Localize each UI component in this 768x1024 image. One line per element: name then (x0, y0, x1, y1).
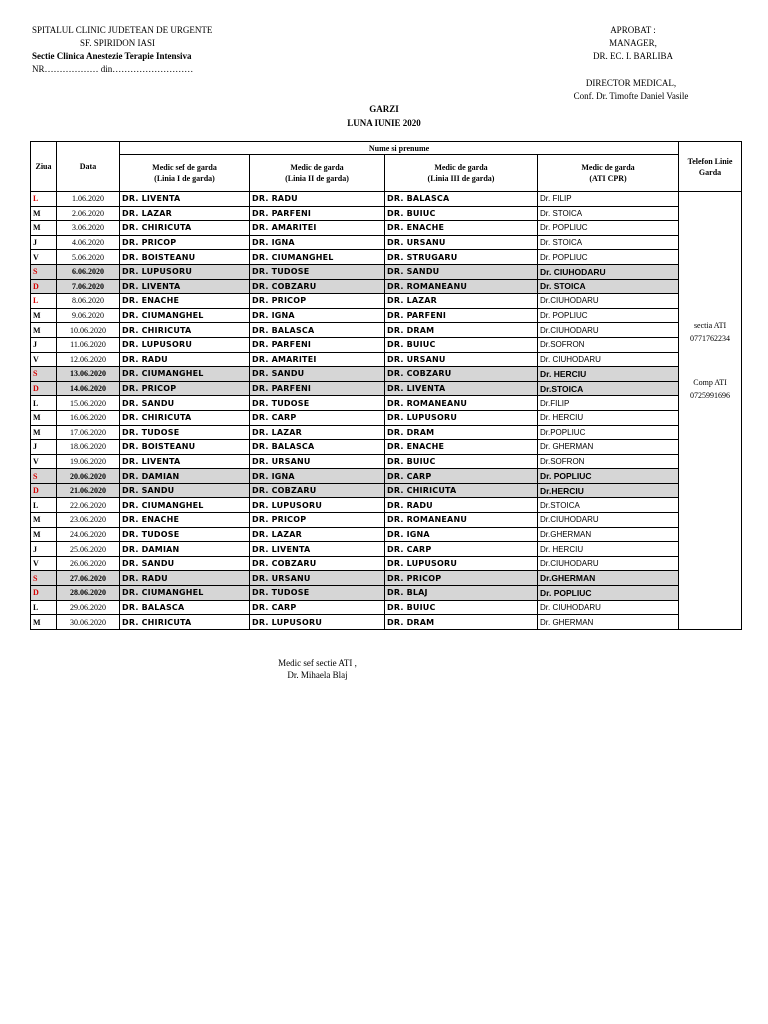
line3-doctor-cell: DR. BUIUC (385, 600, 538, 615)
signature-name: Dr. Mihaela Blaj (287, 670, 348, 680)
ati-doctor-cell: Dr. CIUHODARU (538, 600, 679, 615)
table-row (31, 527, 742, 542)
table-row (31, 279, 742, 294)
line3-doctor-cell: DR. BUIUC (385, 206, 538, 221)
line3-doctor-cell: DR. ROMANEANU (385, 396, 538, 411)
date-cell: 13.06.2020 (57, 367, 120, 382)
line3-doctor-cell: DR. STRUGARU (385, 250, 538, 265)
line3-doctor-cell: DR. LUPUSORU (385, 556, 538, 571)
table-row (31, 221, 742, 236)
ati-doctor-cell: Dr.STOICA (538, 498, 679, 513)
line1-doctor-cell: DR. LIVENTA (120, 279, 250, 294)
line3-doctor-cell: DR. PRICOP (385, 571, 538, 586)
line3-doctor-cell: DR. IGNA (385, 527, 538, 542)
line2-doctor-cell: DR. URSANU (250, 571, 385, 586)
table-row (31, 586, 742, 601)
ati-doctor-cell: Dr.CIUHODARU (538, 294, 679, 309)
line2-doctor-cell: DR. TUDOSE (250, 396, 385, 411)
ati-doctor-cell: Dr. STOICA (538, 235, 679, 250)
date-cell: 16.06.2020 (57, 410, 120, 425)
table-row (31, 308, 742, 323)
day-cell: L (31, 192, 57, 207)
line1-doctor-cell: DR. DAMIAN (120, 469, 250, 484)
ati-doctor-cell: Dr.HERCIU (538, 483, 679, 498)
col-header-ati (538, 155, 679, 192)
date-cell: 18.06.2020 (57, 440, 120, 455)
ati-doctor-cell: Dr. POPLIUC (538, 308, 679, 323)
date-cell: 24.06.2020 (57, 527, 120, 542)
col-header-date: Data (57, 142, 120, 192)
day-cell: D (31, 381, 57, 396)
line3-doctor-cell: DR. DRAM (385, 615, 538, 630)
page-subtitle: LUNA IUNIE 2020 (347, 118, 421, 128)
schedule-body (31, 192, 742, 630)
ati-doctor-cell: Dr.GHERMAN (538, 571, 679, 586)
phone-number-ati[interactable]: 0771762234 (690, 334, 731, 343)
table-row (31, 235, 742, 250)
line1-doctor-cell: DR. PRICOP (120, 235, 250, 250)
approval-block (558, 24, 708, 63)
line2-doctor-cell: DR. COBZARU (250, 556, 385, 571)
day-cell: V (31, 250, 57, 265)
registration-number: NR……………… din……………………… (32, 64, 194, 74)
line3-doctor-cell: DR. URSANU (385, 235, 538, 250)
ati-doctor-cell: Dr.CIUHODARU (538, 556, 679, 571)
day-cell: M (31, 410, 57, 425)
line1-doctor-cell: DR. CHIRICUTA (120, 323, 250, 338)
day-cell: V (31, 352, 57, 367)
line3-doctor-cell: DR. LAZAR (385, 294, 538, 309)
department-name: Sectie Clinica Anestezie Terapie Intensiva (32, 51, 192, 61)
line2-doctor-cell: DR. BALASCA (250, 440, 385, 455)
table-row (31, 483, 742, 498)
col-header-day: Ziua (31, 142, 57, 192)
line2-doctor-cell: DR. TUDOSE (250, 586, 385, 601)
director-name: Conf. Dr. Timofte Daniel Vasile (573, 91, 689, 101)
manager-label: MANAGER, (609, 38, 657, 48)
line2-doctor-cell: DR. LUPUSORU (250, 498, 385, 513)
day-cell: S (31, 367, 57, 382)
day-cell: J (31, 235, 57, 250)
ati-doctor-cell: Dr.POPLIUC (538, 425, 679, 440)
date-cell: 1.06.2020 (57, 192, 120, 207)
line2-doctor-cell: DR. AMARITEI (250, 352, 385, 367)
manager-name: DR. EC. I. BARLIBA (592, 51, 673, 61)
ati-doctor-cell: Dr. POPLIUC (538, 586, 679, 601)
line1-doctor-cell: DR. CIUMANGHEL (120, 586, 250, 601)
date-cell: 26.06.2020 (57, 556, 120, 571)
line2-doctor-cell: DR. LUPUSORU (250, 615, 385, 630)
line1-doctor-cell: DR. BALASCA (120, 600, 250, 615)
line2-doctor-cell: DR. PARFENI (250, 381, 385, 396)
line1-doctor-cell: DR. LUPUSORU (120, 264, 250, 279)
signature-role: Medic sef sectie ATI , (278, 658, 357, 668)
line1-doctor-cell: DR. RADU (120, 571, 250, 586)
ati-doctor-cell: Dr.SOFRON (538, 337, 679, 352)
day-cell: M (31, 425, 57, 440)
date-cell: 17.06.2020 (57, 425, 120, 440)
ati-doctor-cell: Dr.CIUHODARU (538, 513, 679, 528)
phone-cell (679, 192, 742, 630)
col-header-line2-sub: (Linia II de garda) (285, 174, 349, 183)
page-title: GARZI (369, 104, 399, 114)
line3-doctor-cell: DR. ROMANEANU (385, 513, 538, 528)
table-row (31, 192, 742, 207)
line3-doctor-cell: DR. BALASCA (385, 192, 538, 207)
col-header-phone (679, 142, 742, 192)
day-cell: M (31, 527, 57, 542)
ati-doctor-cell: Dr. GHERMAN (538, 615, 679, 630)
ati-doctor-cell: Dr. GHERMAN (538, 440, 679, 455)
ati-doctor-cell: Dr.SOFRON (538, 454, 679, 469)
line2-doctor-cell: DR. LAZAR (250, 425, 385, 440)
director-label: DIRECTOR MEDICAL, (585, 78, 677, 88)
phone-number-comp-ati[interactable]: 0725991696 (690, 391, 731, 400)
line2-doctor-cell: DR. PARFENI (250, 337, 385, 352)
ati-doctor-cell: Dr. HERCIU (538, 367, 679, 382)
col-header-line3-title: Medic de garda (434, 163, 488, 172)
line2-doctor-cell: DR. PARFENI (250, 206, 385, 221)
hospital-name: SPITALUL CLINIC JUDETEAN DE URGENTE (32, 25, 213, 35)
line2-doctor-cell: DR. PRICOP (250, 294, 385, 309)
line2-doctor-cell: DR. IGNA (250, 235, 385, 250)
table-row (31, 440, 742, 455)
line3-doctor-cell: DR. BUIUC (385, 337, 538, 352)
line1-doctor-cell: DR. CIUMANGHEL (120, 498, 250, 513)
table-row (31, 367, 742, 382)
date-cell: 14.06.2020 (57, 381, 120, 396)
line1-doctor-cell: DR. LIVENTA (120, 192, 250, 207)
table-row (31, 571, 742, 586)
line3-doctor-cell: DR. LIVENTA (385, 381, 538, 396)
line1-doctor-cell: DR. SANDU (120, 556, 250, 571)
table-row (31, 250, 742, 265)
line2-doctor-cell: DR. PRICOP (250, 513, 385, 528)
day-cell: D (31, 279, 57, 294)
col-header-line3-sub: (Linia III de garda) (427, 174, 495, 183)
date-cell: 30.06.2020 (57, 615, 120, 630)
date-cell: 25.06.2020 (57, 542, 120, 557)
line2-doctor-cell: DR. CARP (250, 600, 385, 615)
line2-doctor-cell: DR. LIVENTA (250, 542, 385, 557)
line2-doctor-cell: DR. IGNA (250, 308, 385, 323)
ati-doctor-cell: Dr. POPLIUC (538, 250, 679, 265)
date-cell: 29.06.2020 (57, 600, 120, 615)
line3-doctor-cell: DR. DRAM (385, 425, 538, 440)
day-cell: D (31, 586, 57, 601)
line1-doctor-cell: DR. CIUMANGHEL (120, 308, 250, 323)
line1-doctor-cell: DR. SANDU (120, 396, 250, 411)
line1-doctor-cell: DR. PRICOP (120, 381, 250, 396)
line2-doctor-cell: DR. LAZAR (250, 527, 385, 542)
ati-doctor-cell: Dr. CIUHODARU (538, 264, 679, 279)
col-group-header-names: Nume si prenume (120, 142, 679, 155)
table-row (31, 264, 742, 279)
table-row (31, 294, 742, 309)
table-row (31, 556, 742, 571)
date-cell: 4.06.2020 (57, 235, 120, 250)
line1-doctor-cell: DR. CHIRICUTA (120, 221, 250, 236)
ati-doctor-cell: Dr.CIUHODARU (538, 323, 679, 338)
col-header-ati-sub: (ATI CPR) (589, 174, 627, 183)
day-cell: J (31, 337, 57, 352)
line2-doctor-cell: DR. TUDOSE (250, 264, 385, 279)
date-cell: 7.06.2020 (57, 279, 120, 294)
col-header-line2 (250, 155, 385, 192)
day-cell: V (31, 556, 57, 571)
day-cell: L (31, 396, 57, 411)
phone-label-comp-ati: Comp ATI (693, 378, 727, 387)
table-row (31, 381, 742, 396)
date-cell: 23.06.2020 (57, 513, 120, 528)
line2-doctor-cell: DR. BALASCA (250, 323, 385, 338)
day-cell: V (31, 454, 57, 469)
line3-doctor-cell: DR. ROMANEANU (385, 279, 538, 294)
col-header-phone-label: Telefon Linie Garda (687, 156, 733, 177)
line2-doctor-cell: DR. SANDU (250, 367, 385, 382)
day-cell: M (31, 615, 57, 630)
table-row (31, 323, 742, 338)
table-row (31, 396, 742, 411)
line1-doctor-cell: DR. LIVENTA (120, 454, 250, 469)
table-row (31, 513, 742, 528)
ati-doctor-cell: Dr.GHERMAN (538, 527, 679, 542)
line1-doctor-cell: DR. SANDU (120, 483, 250, 498)
date-cell: 19.06.2020 (57, 454, 120, 469)
col-header-line3 (385, 155, 538, 192)
table-row (31, 615, 742, 630)
day-cell: L (31, 600, 57, 615)
signature-block (250, 657, 385, 681)
line1-doctor-cell: DR. TUDOSE (120, 527, 250, 542)
line1-doctor-cell: DR. RADU (120, 352, 250, 367)
col-header-line1-sub: (Linia I de garda) (154, 174, 215, 183)
line3-doctor-cell: DR. ENACHE (385, 440, 538, 455)
line3-doctor-cell: DR. PARFENI (385, 308, 538, 323)
date-cell: 21.06.2020 (57, 483, 120, 498)
phone-label-ati: sectia ATI (693, 321, 727, 330)
table-row (31, 337, 742, 352)
line1-doctor-cell: DR. DAMIAN (120, 542, 250, 557)
date-cell: 12.06.2020 (57, 352, 120, 367)
col-header-line1-title: Medic sef de garda (152, 163, 217, 172)
day-cell: M (31, 513, 57, 528)
hospital-name-2: SF. SPIRIDON IASI (80, 38, 156, 48)
col-header-line2-title: Medic de garda (290, 163, 344, 172)
line1-doctor-cell: DR. LAZAR (120, 206, 250, 221)
line2-doctor-cell: DR. CIUMANGHEL (250, 250, 385, 265)
date-cell: 8.06.2020 (57, 294, 120, 309)
line3-doctor-cell: DR. CARP (385, 542, 538, 557)
date-cell: 2.06.2020 (57, 206, 120, 221)
line1-doctor-cell: DR. ENACHE (120, 294, 250, 309)
approved-label: APROBAT : (610, 25, 656, 35)
hospital-header (32, 24, 212, 76)
ati-doctor-cell: Dr.FILIP (538, 396, 679, 411)
line2-doctor-cell: DR. IGNA (250, 469, 385, 484)
date-cell: 9.06.2020 (57, 308, 120, 323)
day-cell: S (31, 571, 57, 586)
day-cell: J (31, 440, 57, 455)
ati-doctor-cell: Dr. FILIP (538, 192, 679, 207)
day-cell: M (31, 221, 57, 236)
line3-doctor-cell: DR. CARP (385, 469, 538, 484)
day-cell: L (31, 498, 57, 513)
line2-doctor-cell: DR. CARP (250, 410, 385, 425)
table-row (31, 498, 742, 513)
line3-doctor-cell: DR. RADU (385, 498, 538, 513)
line3-doctor-cell: DR. CHIRICUTA (385, 483, 538, 498)
line1-doctor-cell: DR. BOISTEANU (120, 440, 250, 455)
line3-doctor-cell: DR. COBZARU (385, 367, 538, 382)
line1-doctor-cell: DR. TUDOSE (120, 425, 250, 440)
ati-doctor-cell: Dr. POPLIUC (538, 221, 679, 236)
line2-doctor-cell: DR. COBZARU (250, 483, 385, 498)
line3-doctor-cell: DR. BUIUC (385, 454, 538, 469)
line3-doctor-cell: DR. ENACHE (385, 221, 538, 236)
day-cell: D (31, 483, 57, 498)
table-row (31, 206, 742, 221)
table-row (31, 425, 742, 440)
ati-doctor-cell: Dr.STOICA (538, 381, 679, 396)
day-cell: J (31, 542, 57, 557)
day-cell: M (31, 308, 57, 323)
line1-doctor-cell: DR. CIUMANGHEL (120, 367, 250, 382)
line2-doctor-cell: DR. AMARITEI (250, 221, 385, 236)
date-cell: 22.06.2020 (57, 498, 120, 513)
line1-doctor-cell: DR. LUPUSORU (120, 337, 250, 352)
line2-doctor-cell: DR. RADU (250, 192, 385, 207)
line1-doctor-cell: DR. CHIRICUTA (120, 615, 250, 630)
table-row (31, 542, 742, 557)
line3-doctor-cell: DR. BLAJ (385, 586, 538, 601)
date-cell: 27.06.2020 (57, 571, 120, 586)
col-header-line1 (120, 155, 250, 192)
table-row (31, 600, 742, 615)
date-cell: 20.06.2020 (57, 469, 120, 484)
date-cell: 5.06.2020 (57, 250, 120, 265)
table-row (31, 454, 742, 469)
line2-doctor-cell: DR. COBZARU (250, 279, 385, 294)
day-cell: M (31, 323, 57, 338)
table-row (31, 410, 742, 425)
ati-doctor-cell: Dr. POPLIUC (538, 469, 679, 484)
line2-doctor-cell: DR. URSANU (250, 454, 385, 469)
day-cell: S (31, 469, 57, 484)
table-row (31, 469, 742, 484)
date-cell: 6.06.2020 (57, 264, 120, 279)
day-cell: L (31, 294, 57, 309)
line3-doctor-cell: DR. LUPUSORU (385, 410, 538, 425)
ati-doctor-cell: Dr. CIUHODARU (538, 352, 679, 367)
col-header-ati-title: Medic de garda (581, 163, 635, 172)
line1-doctor-cell: DR. BOISTEANU (120, 250, 250, 265)
table-row (31, 352, 742, 367)
date-cell: 11.06.2020 (57, 337, 120, 352)
line3-doctor-cell: DR. URSANU (385, 352, 538, 367)
ati-doctor-cell: Dr. STOICA (538, 206, 679, 221)
date-cell: 3.06.2020 (57, 221, 120, 236)
day-cell: M (31, 206, 57, 221)
date-cell: 10.06.2020 (57, 323, 120, 338)
day-cell: S (31, 264, 57, 279)
date-cell: 15.06.2020 (57, 396, 120, 411)
line1-doctor-cell: DR. CHIRICUTA (120, 410, 250, 425)
line3-doctor-cell: DR. SANDU (385, 264, 538, 279)
line1-doctor-cell: DR. ENACHE (120, 513, 250, 528)
line3-doctor-cell: DR. DRAM (385, 323, 538, 338)
on-call-schedule-table (30, 141, 742, 630)
ati-doctor-cell: Dr. STOICA (538, 279, 679, 294)
ati-doctor-cell: Dr. HERCIU (538, 410, 679, 425)
date-cell: 28.06.2020 (57, 586, 120, 601)
medical-director-block (546, 77, 716, 103)
ati-doctor-cell: Dr. HERCIU (538, 542, 679, 557)
